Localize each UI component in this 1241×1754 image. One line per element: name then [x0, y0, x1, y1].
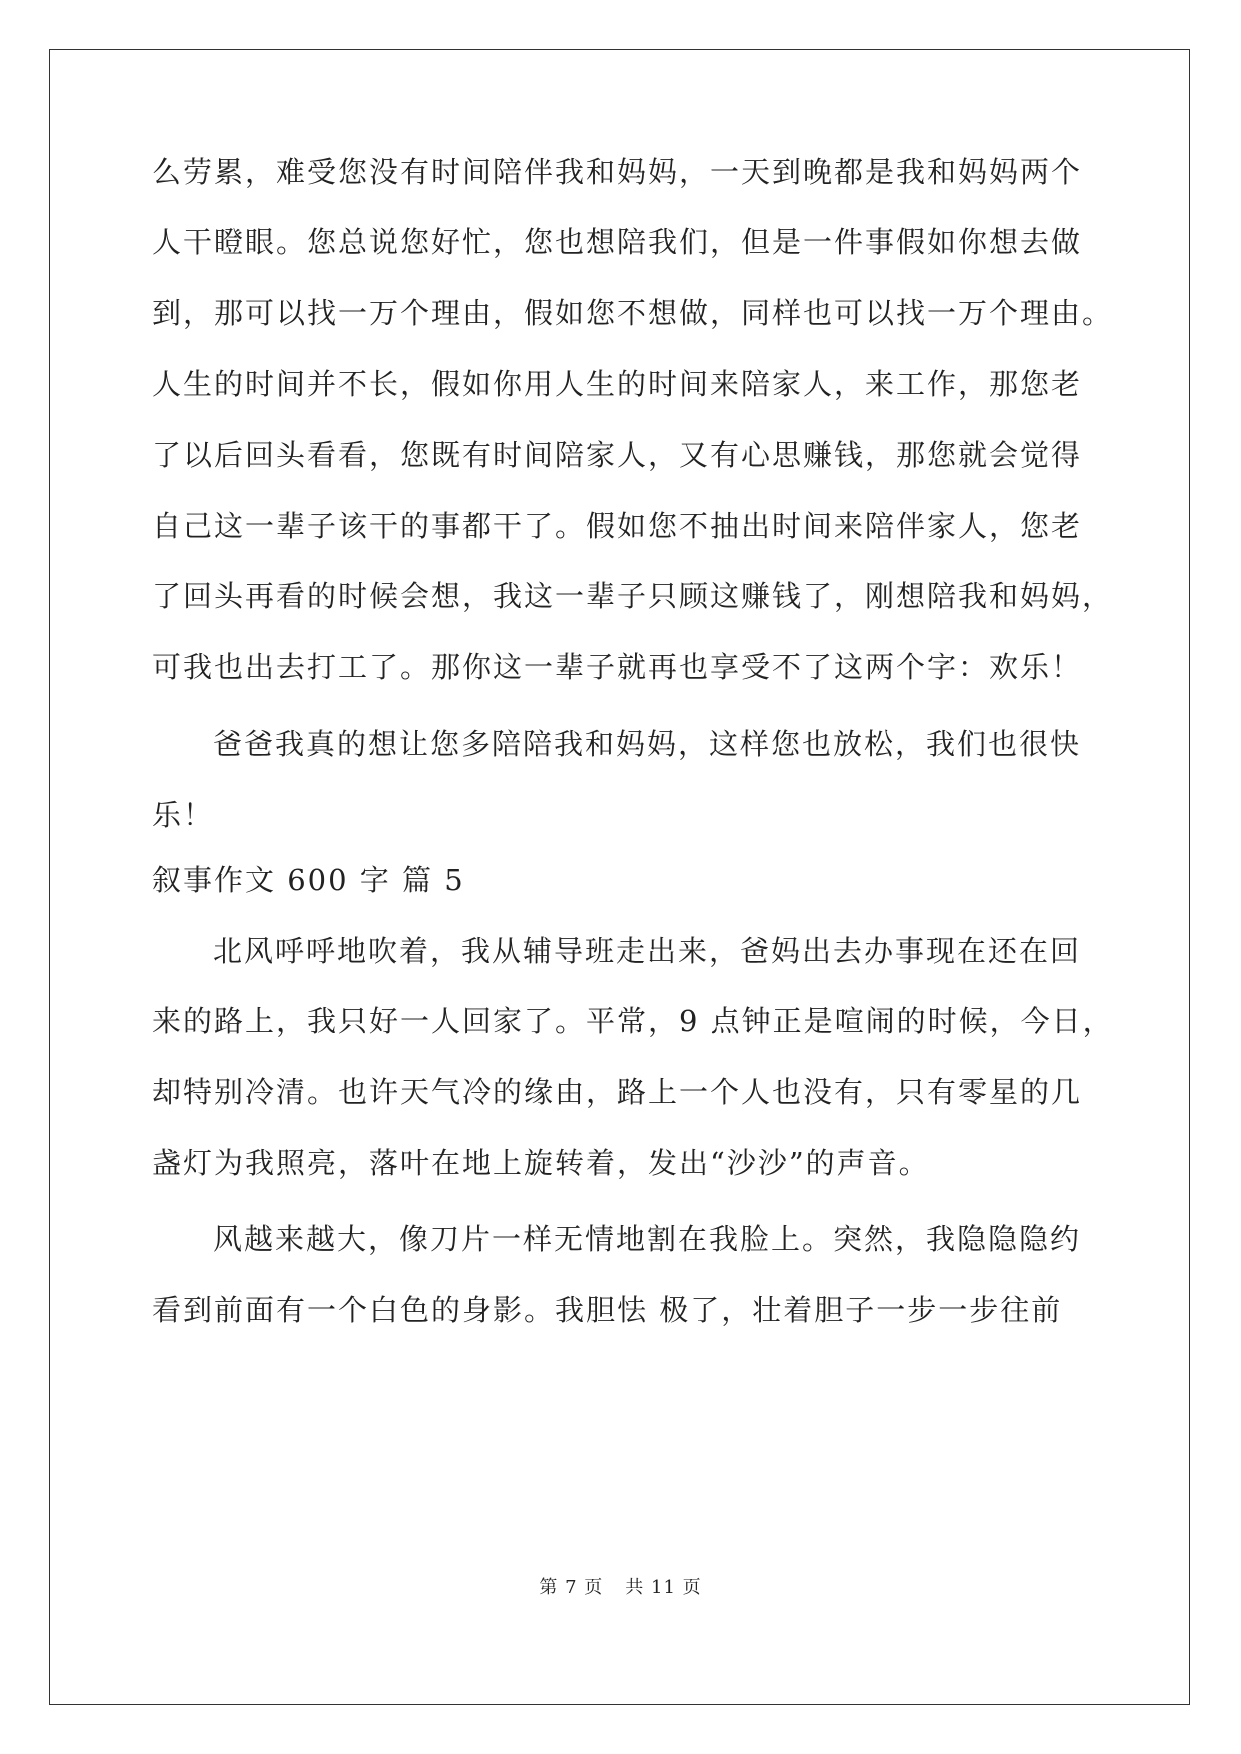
page-number-total: 共 11 页	[625, 1577, 702, 1598]
text-line: 到，那可以找一万个理由，假如您不想做，同样也可以找一万个理由。	[152, 296, 1114, 330]
text-line: 了回头再看的时候会想，我这一辈子只顾这赚钱了，刚想陪我和妈妈，	[152, 579, 1114, 613]
page-number-current: 第 7 页	[539, 1577, 604, 1598]
text-line: 却特别冷清。也许天气冷的缘由，路上一个人也没有，只有零星的几	[152, 1075, 1083, 1109]
text-line: 乐！	[152, 798, 215, 832]
text-line: 爸爸我真的想让您多陪陪我和妈妈，这样您也放松，我们也很快	[213, 727, 1082, 761]
text-line: 么劳累，难受您没有时间陪伴我和妈妈，一天到晚都是我和妈妈两个	[152, 155, 1083, 189]
text-line: 看到前面有一个白色的身影。我胆怯 极了，壮着胆子一步一步往前	[152, 1293, 1063, 1327]
text-line: 自己这一辈子该干的事都干了。假如您不抽出时间来陪伴家人，您老	[152, 509, 1083, 543]
text-line: 北风呼呼地吹着，我从辅导班走出来，爸妈出去办事现在还在回	[213, 934, 1082, 968]
text-line: 可我也出去打工了。那你这一辈子就再也享受不了这两个字：欢乐！	[152, 650, 1083, 684]
text-line: 人干瞪眼。您总说您好忙，您也想陪我们，但是一件事假如你想去做	[152, 225, 1083, 259]
page-footer	[0, 1576, 1241, 1600]
text-line: 来的路上，我只好一人回家了。平常，9 点钟正是喧闹的时候，今日，	[152, 1004, 1114, 1038]
section-heading: 叙事作文 600 字 篇 5	[152, 863, 465, 897]
text-line: 风越来越大，像刀片一样无情地割在我脸上。突然，我隐隐隐约	[213, 1222, 1082, 1256]
text-line: 了以后回头看看，您既有时间陪家人，又有心思赚钱，那您就会觉得	[152, 438, 1083, 472]
text-line: 盏灯为我照亮，落叶在地上旋转着，发出“沙沙”的声音。	[152, 1146, 930, 1180]
text-line: 人生的时间并不长，假如你用人生的时间来陪家人，来工作，那您老	[152, 367, 1083, 401]
